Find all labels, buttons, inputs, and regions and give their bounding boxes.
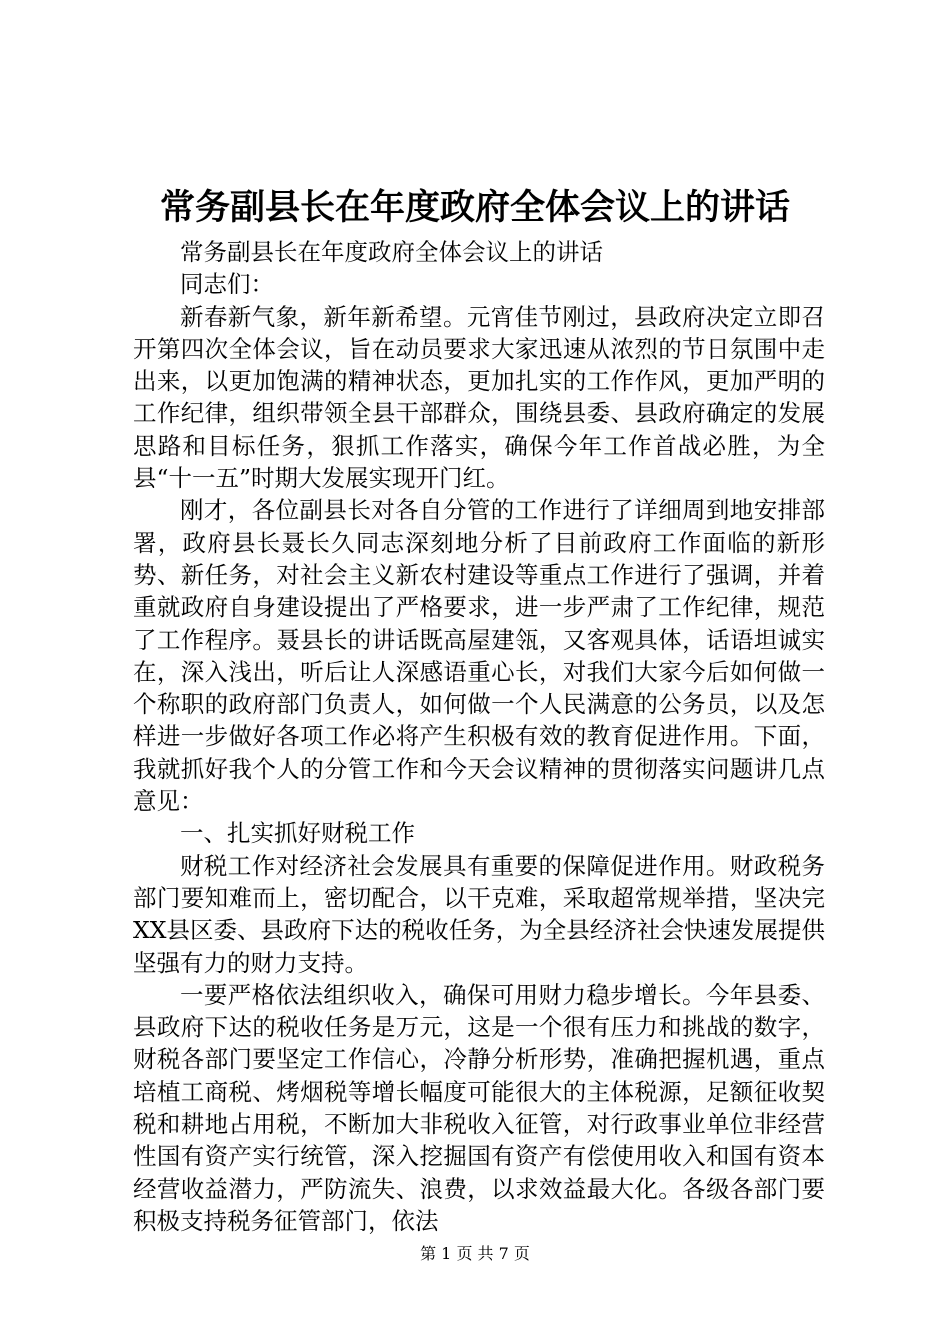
paragraph: 一要严格依法组织收入，确保可用财力稳步增长。今年县委、县政府下达的税收任务是万元，这是一个很有压力和挑战的数字，财税各部门要坚定工作信心，冷静分析形势，准确把握机遇，重点培植工商税、烤烟税等增长幅度可能很大的主体税源，足额征收契税和耕地占用税，不断加大非税收入征管，对行政事业单位非经营性国有资产实行统管，深入挖掘国有资产有偿使用收入和国有资本经营收益潜力，严防流失、浪费，以求效益最大化。各级各部门要积极支持税务征管部门，依法 xyxy=(133,980,825,1235)
section-heading: 一、扎实抓好财税工作 xyxy=(180,819,415,848)
page-number-footer: 第 1 页 共 7 页 xyxy=(420,1244,530,1263)
paragraph-salutation: 同志们： xyxy=(180,270,274,299)
paragraph: 新春新气象，新年新希望。元宵佳节刚过，县政府决定立即召开第四次全体会议，旨在动员要求大家迅速从浓烈的节日氛围中走出来，以更加饱满的精神状态，更加扎实的工作作风，更加严明的工作纪律，组织带领全县干部群众，围绕县委、县政府确定的发展思路和目标任务，狠抓工作落实，确保今年工作首战必胜，为全县“十一五”时期大发展实现开门红。 xyxy=(133,302,825,493)
paragraph-subtitle: 常务副县长在年度政府全体会议上的讲话 xyxy=(180,238,603,266)
paragraph: 财税工作对经济社会发展具有重要的保障促进作用。财政税务部门要知难而上，密切配合，以干克难，采取超常规举措，坚决完XX县区委、县政府下达的税收任务，为全县经济社会快速发展提供坚强有力的财力支持。 xyxy=(133,851,825,977)
document-title: 常务副县长在年度政府全体会议上的讲话 xyxy=(159,187,790,228)
document-body xyxy=(133,236,825,1237)
paragraph: 刚才，各位副县长对各自分管的工作进行了详细周到地安排部署，政府县长聂长久同志深刻地分析了目前政府工作面临的新形势、新任务，对社会主义新农村建设等重点工作进行了强调，并着重就政府自身建设提出了严格要求，进一步严肃了工作纪律，规范了工作程序。聂县长的讲话既高屋建瓴，又客观具体，话语坦诚实在，深入浅出，听后让人深感语重心长，对我们大家今后如何做一个称职的政府部门负责人，如何做一个人民满意的公务员，以及怎样进一步做好各项工作必将产生积极有效的教育促进作用。下面，我就抓好我个人的分管工作和今天会议精神的贯彻落实问题讲几点意见： xyxy=(133,496,825,816)
